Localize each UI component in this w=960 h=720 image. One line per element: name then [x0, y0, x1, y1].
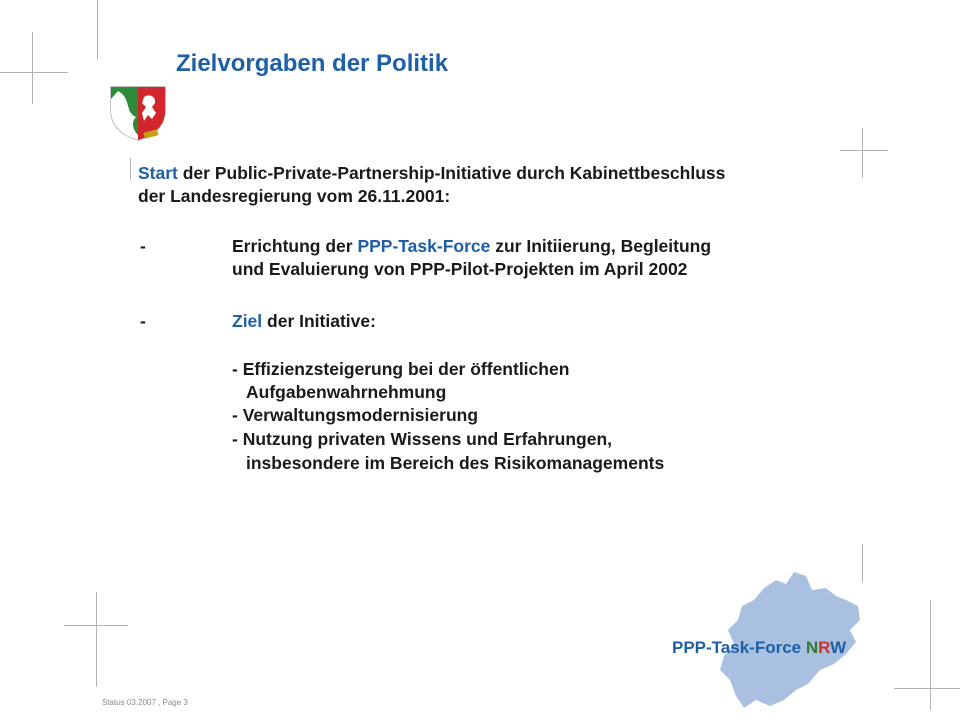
bullet-1-highlight: PPP-Task-Force: [357, 236, 491, 256]
intro-line-1: [138, 162, 725, 185]
brand-letter-r: R: [818, 638, 831, 657]
footer-status: Status 03.2007 , Page 3: [102, 698, 188, 707]
bullet-1-suffix: zur Initiierung, Begleitung: [490, 236, 712, 256]
goal-item: - Verwaltungsmodernisierung: [232, 405, 479, 425]
slide-title: Zielvorgaben der Politik: [176, 50, 449, 77]
guide-line: [32, 32, 33, 104]
brand-prefix: PPP-Task-Force: [672, 638, 806, 657]
bullet-1-line-1: [232, 235, 711, 258]
coat-of-arms-logo: [108, 85, 168, 141]
bullet-2-highlight: Ziel: [232, 311, 263, 331]
guide-line: [930, 600, 931, 710]
bullet-dash: -: [140, 236, 146, 256]
guide-line: [862, 128, 863, 178]
intro-text: der Public-Private-Partnership-Initiative durch Kabinettbeschluss: [177, 163, 726, 183]
intro-line-2: der Landesregierung vom 26.11.2001:: [138, 186, 451, 206]
goal-item-continuation: Aufgabenwahrnehmung: [246, 382, 447, 402]
goal-item: - Effizienzsteigerung bei der öffentlichen: [232, 359, 570, 379]
guide-line: [894, 688, 960, 689]
brand-letter-n: N: [805, 638, 819, 657]
guide-line: [97, 0, 98, 60]
guide-line: [0, 72, 68, 73]
bullet-2-suffix: der Initiative:: [262, 311, 376, 331]
goal-item-continuation: insbesondere im Bereich des Risikomanagements: [246, 453, 665, 473]
guide-line: [64, 625, 128, 626]
guide-line: [840, 150, 888, 151]
brand-label: [672, 638, 846, 658]
bullet-1-line-2: und Evaluierung von PPP-Pilot-Projekten im April 2002: [232, 259, 688, 279]
bullet-1-prefix: Errichtung der: [232, 236, 358, 256]
brand-letter-w: W: [830, 638, 847, 657]
bullet-2-line: [232, 310, 376, 333]
goal-item: - Nutzung privaten Wissens und Erfahrungen,: [232, 429, 613, 449]
guide-line: [130, 158, 131, 180]
guide-line: [96, 592, 97, 687]
bullet-dash: -: [140, 311, 146, 331]
intro-highlight: Start: [138, 163, 178, 183]
